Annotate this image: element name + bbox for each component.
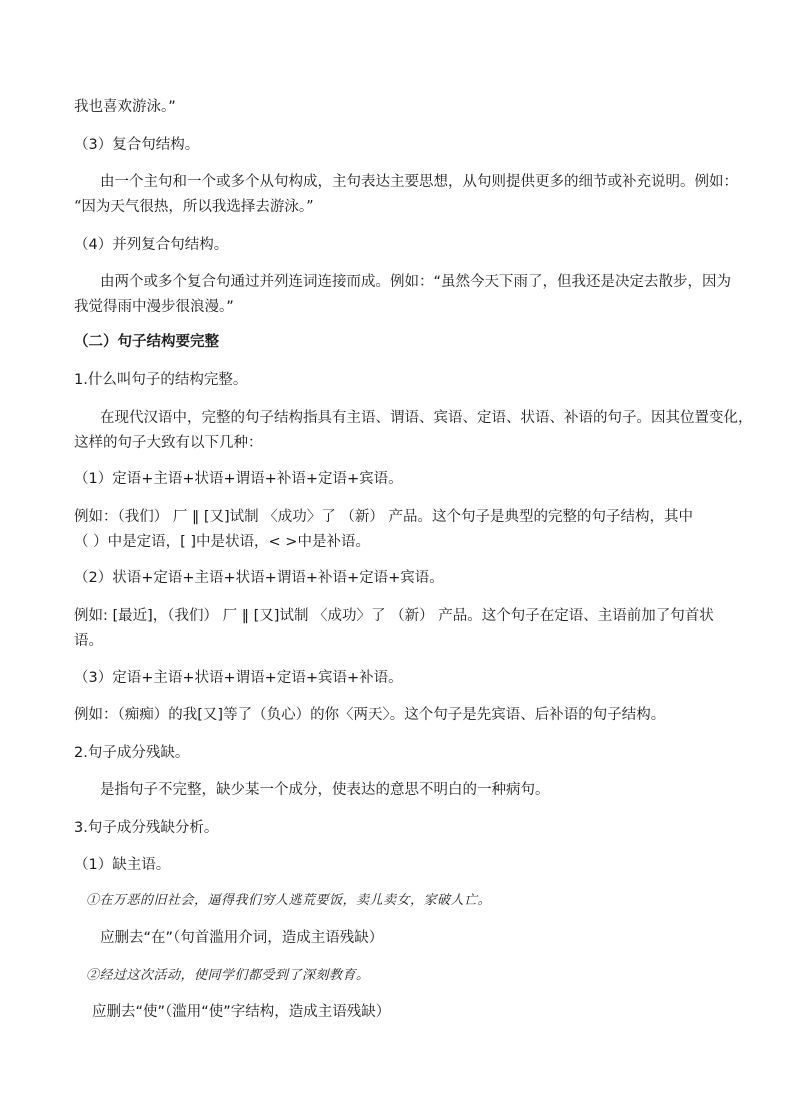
example-line: 例如：（痴痴）的我[又]等了（负心）的你〈两天〉。这个句子是先宾语、后补语的句子结构。 <box>74 707 666 723</box>
correction-line: 应删去“在”（句首滥用介词，造成主语残缺） <box>100 930 384 946</box>
paragraph-line: 在现代汉语中，完整的句子结构指具有主语、谓语、宾语、定语、状语、补语的句子。因其位置变化， <box>100 410 753 426</box>
pattern-heading: （3）定语+主语+状语+谓语+定语+宾语+补语。 <box>74 670 403 686</box>
example-line: （ ）中是定语，[ ]中是状语，< >中是补语。 <box>74 534 370 550</box>
subsection-heading: 3.句子成分残缺分析。 <box>74 820 219 836</box>
paragraph-line: 由一个主句和一个或多个从句构成，主句表达主要思想，从句则提供更多的细节或补充说明。例如： <box>100 174 738 190</box>
pattern-heading: （2）状语+定语+主语+状语+谓语+补语+定语+宾语。 <box>74 570 444 586</box>
correction-line: 应删去“使”（滥用“使”字结构，造成主语残缺） <box>92 1004 391 1020</box>
paragraph-line: 这样的句子大致有以下几种： <box>74 435 263 451</box>
section-heading: （4）并列复合句结构。 <box>74 237 229 253</box>
pattern-heading: （1）缺主语。 <box>74 857 171 873</box>
subsection-heading: 2.句子成分残缺。 <box>74 745 190 761</box>
sample-sentence: ②经过这次活动，使同学们都受到了深刻教育。 <box>86 968 370 983</box>
section-heading: （二）句子结构要完整 <box>74 334 219 350</box>
paragraph-line: 我觉得雨中漫步很浪漫。” <box>74 299 234 315</box>
paragraph-line: 是指句子不完整，缺少某一个成分，使表达的意思不明白的一种病句。 <box>100 782 550 798</box>
text-line: 我也喜欢游泳。” <box>74 99 176 115</box>
example-line: 语。 <box>74 633 103 649</box>
paragraph-line: 由两个或多个复合句通过并列连词连接而成。例如：“虽然今天下雨了，但我还是决定去散步，因为 <box>100 274 732 290</box>
section-heading: （3）复合句结构。 <box>74 137 200 153</box>
sample-sentence: ①在万恶的旧社会，逼得我们穷人逃荒要饭，卖儿卖女，家破人亡。 <box>86 893 492 908</box>
paragraph-line: “因为天气很热，所以我选择去游泳。” <box>74 199 314 215</box>
pattern-heading: （1）定语+主语+状语+谓语+补语+定语+宾语。 <box>74 471 403 487</box>
example-line: 例如: [最近]，（我们） 厂 ‖ [又]试制 〈成功〉了 （新） 产品。这个句子在定语、主语前加了句首状 <box>74 608 714 624</box>
subsection-heading: 1.什么叫句子的结构完整。 <box>74 372 248 388</box>
example-line: 例如：（我们） 厂 ‖ [又]试制 〈成功〉了 （新） 产品。这个句子是典型的完整的句子结构，其中 <box>74 509 693 525</box>
